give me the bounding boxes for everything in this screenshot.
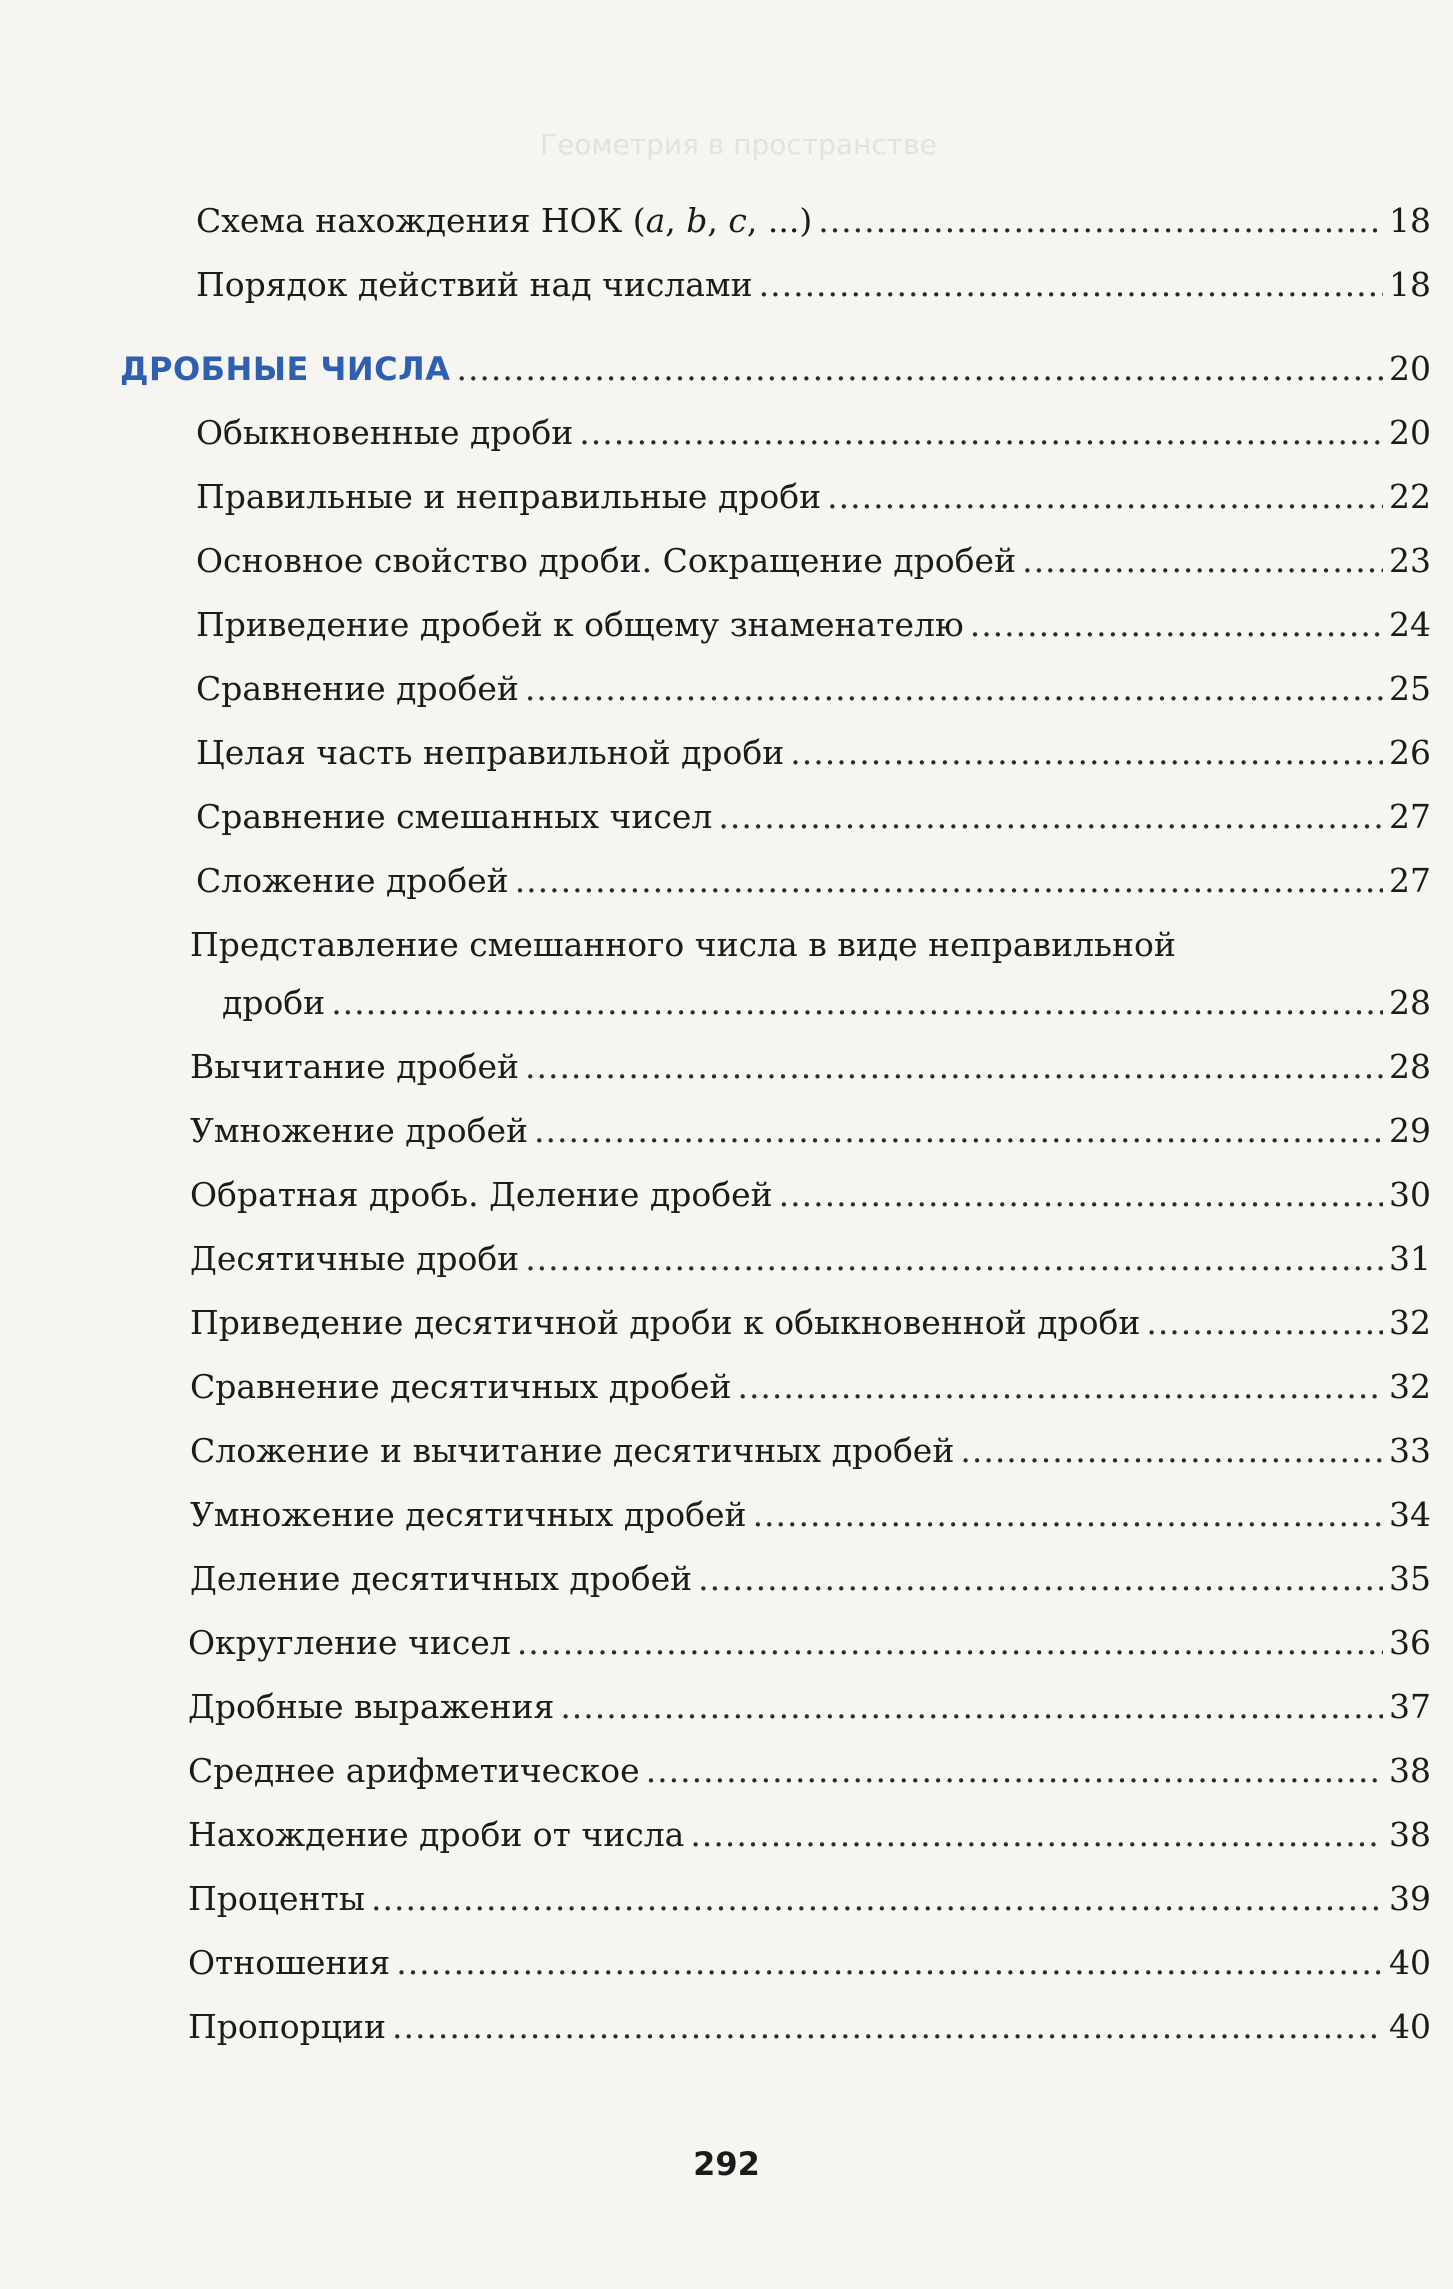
toc-entry: [196, 538, 1431, 584]
toc-page-number: 34: [1389, 1495, 1431, 1534]
dot-leader: [718, 794, 1383, 840]
dot-leader: [525, 666, 1383, 712]
bleed-through-text: Геометрия в пространстве: [540, 128, 937, 161]
dot-leader: [690, 1812, 1383, 1858]
dot-leader: [456, 346, 1383, 392]
toc-entry: [190, 1172, 1431, 1218]
toc-entry: [188, 1620, 1431, 1666]
dot-leader: [525, 1236, 1383, 1282]
toc-page-number: 25: [1389, 669, 1431, 708]
toc-entry: [190, 1492, 1431, 1538]
toc-page-number: 28: [1389, 983, 1431, 1022]
toc-entry-label: Проценты: [188, 1879, 366, 1918]
toc-page-number: 22: [1389, 477, 1431, 516]
toc-entry-label: Сравнение смешанных чисел: [196, 797, 713, 836]
toc-entry-label: Сложение дробей: [196, 861, 509, 900]
toc-entry-label: Сложение и вычитание десятичных дробей: [190, 1431, 955, 1470]
toc-entry-label: Нахождение дроби от числа: [188, 1815, 685, 1854]
toc-entry: [188, 1940, 1431, 1986]
toc-page-number: 32: [1389, 1303, 1431, 1342]
toc-entry-label: Вычитание дробей: [190, 1047, 519, 1086]
toc-page-number: 27: [1389, 861, 1431, 900]
toc-page-number: 30: [1389, 1175, 1431, 1214]
toc-page-number: 20: [1389, 349, 1431, 388]
toc-page-number: 23: [1389, 541, 1431, 580]
toc-entry: [188, 1748, 1431, 1794]
toc-entry: [196, 666, 1431, 712]
toc-section-heading: [120, 346, 1431, 392]
dot-leader: [827, 474, 1383, 520]
toc-entry: [196, 602, 1431, 648]
toc-entry-label: Дробные выражения: [188, 1687, 555, 1726]
toc-page-number: 18: [1389, 201, 1431, 240]
toc-entry-label: Представление смешанного числа в виде неправильной: [190, 925, 1176, 964]
toc-page-number: 20: [1389, 413, 1431, 452]
dot-leader: [371, 1876, 1383, 1922]
toc-entry: [196, 858, 1431, 904]
toc-entry-label: Округление чисел: [188, 1623, 511, 1662]
toc-entry-label: Умножение десятичных дробей: [190, 1495, 747, 1534]
toc-entry: [190, 1044, 1431, 1090]
toc-page-number: 26: [1389, 733, 1431, 772]
toc-page-number: 38: [1389, 1751, 1431, 1790]
dot-leader: [392, 2004, 1383, 2050]
toc-entry: [190, 1364, 1431, 1410]
toc-page-number: 28: [1389, 1047, 1431, 1086]
toc-entry: [188, 1684, 1431, 1730]
toc-entry-label: Приведение дробей к общему знаменателю: [196, 605, 964, 644]
dot-leader: [790, 730, 1383, 776]
toc-entry: [188, 2004, 1431, 2050]
dot-leader: [753, 1492, 1383, 1538]
toc-entry-label: Схема нахождения НОК (a, b, c, ...): [196, 201, 813, 240]
dot-leader: [698, 1556, 1383, 1602]
dot-leader: [779, 1172, 1383, 1218]
toc-entry: [190, 1556, 1431, 1602]
toc-section-label: ДРОБНЫЕ ЧИСЛА: [120, 350, 451, 388]
toc-page-number: 38: [1389, 1815, 1431, 1854]
toc-entry: [188, 1876, 1431, 1922]
toc-page-number: 24: [1389, 605, 1431, 644]
toc-entry-label: Приведение десятичной дроби к обыкновенной дроби: [190, 1303, 1141, 1342]
dot-leader: [759, 262, 1383, 308]
dot-leader: [1146, 1300, 1383, 1346]
dot-leader: [331, 980, 1383, 1026]
toc-entry-label: Сравнение дробей: [196, 669, 519, 708]
dot-leader: [970, 602, 1383, 648]
toc-entry-label: Среднее арифметическое: [188, 1751, 640, 1790]
dot-leader: [515, 858, 1383, 904]
toc-entry: [196, 262, 1431, 308]
dot-leader: [737, 1364, 1383, 1410]
toc-entry: [222, 980, 1431, 1026]
toc-entry: [196, 730, 1431, 776]
toc-entry-label: Обыкновенные дроби: [196, 413, 574, 452]
dot-leader: [560, 1684, 1383, 1730]
dot-leader: [646, 1748, 1383, 1794]
dot-leader: [396, 1940, 1383, 1986]
toc-page-number: 35: [1389, 1559, 1431, 1598]
toc-page-number: 37: [1389, 1687, 1431, 1726]
toc-page-number: 29: [1389, 1111, 1431, 1150]
page-number: 292: [693, 2145, 760, 2183]
toc-entry: [190, 1428, 1431, 1474]
toc-entry: [190, 1108, 1431, 1154]
toc-page-number: 36: [1389, 1623, 1431, 1662]
toc-page-number: 40: [1389, 2007, 1431, 2046]
toc-entry: [196, 474, 1431, 520]
dot-leader: [517, 1620, 1383, 1666]
dot-leader: [960, 1428, 1383, 1474]
toc-entry-label: дроби: [222, 983, 326, 1022]
toc-page-number: 40: [1389, 1943, 1431, 1982]
toc-entry-label: Порядок действий над числами: [196, 265, 753, 304]
toc-entry-label: Сравнение десятичных дробей: [190, 1367, 732, 1406]
toc-page-number: 18: [1389, 265, 1431, 304]
toc-page-number: 27: [1389, 797, 1431, 836]
toc-entry-label: Отношения: [188, 1943, 391, 1982]
toc-entry: [188, 1812, 1431, 1858]
dot-leader: [579, 410, 1383, 456]
toc-page-number: 39: [1389, 1879, 1431, 1918]
toc-entry-label: Правильные и неправильные дроби: [196, 477, 822, 516]
dot-leader: [1022, 538, 1383, 584]
toc-entry-label: Целая часть неправильной дроби: [196, 733, 785, 772]
toc-entry: [196, 410, 1431, 456]
toc-page-number: 31: [1389, 1239, 1431, 1278]
toc-entry-label: Основное свойство дроби. Сокращение дробей: [196, 541, 1017, 580]
dot-leader: [818, 198, 1383, 244]
dot-leader: [534, 1108, 1383, 1154]
toc-entry-label: Умножение дробей: [190, 1111, 528, 1150]
toc-entry-label: Деление десятичных дробей: [190, 1559, 693, 1598]
toc-entry: [196, 198, 1431, 244]
toc-page-number: 33: [1389, 1431, 1431, 1470]
toc-page-number: 32: [1389, 1367, 1431, 1406]
toc-entry: [196, 794, 1431, 840]
toc-entry-label: Обратная дробь. Деление дробей: [190, 1175, 773, 1214]
toc-entry-label: Десятичные дроби: [190, 1239, 520, 1278]
toc-entry: [190, 1236, 1431, 1282]
toc-entry-label: Пропорции: [188, 2007, 386, 2046]
dot-leader: [525, 1044, 1383, 1090]
toc-entry: [190, 1300, 1431, 1346]
